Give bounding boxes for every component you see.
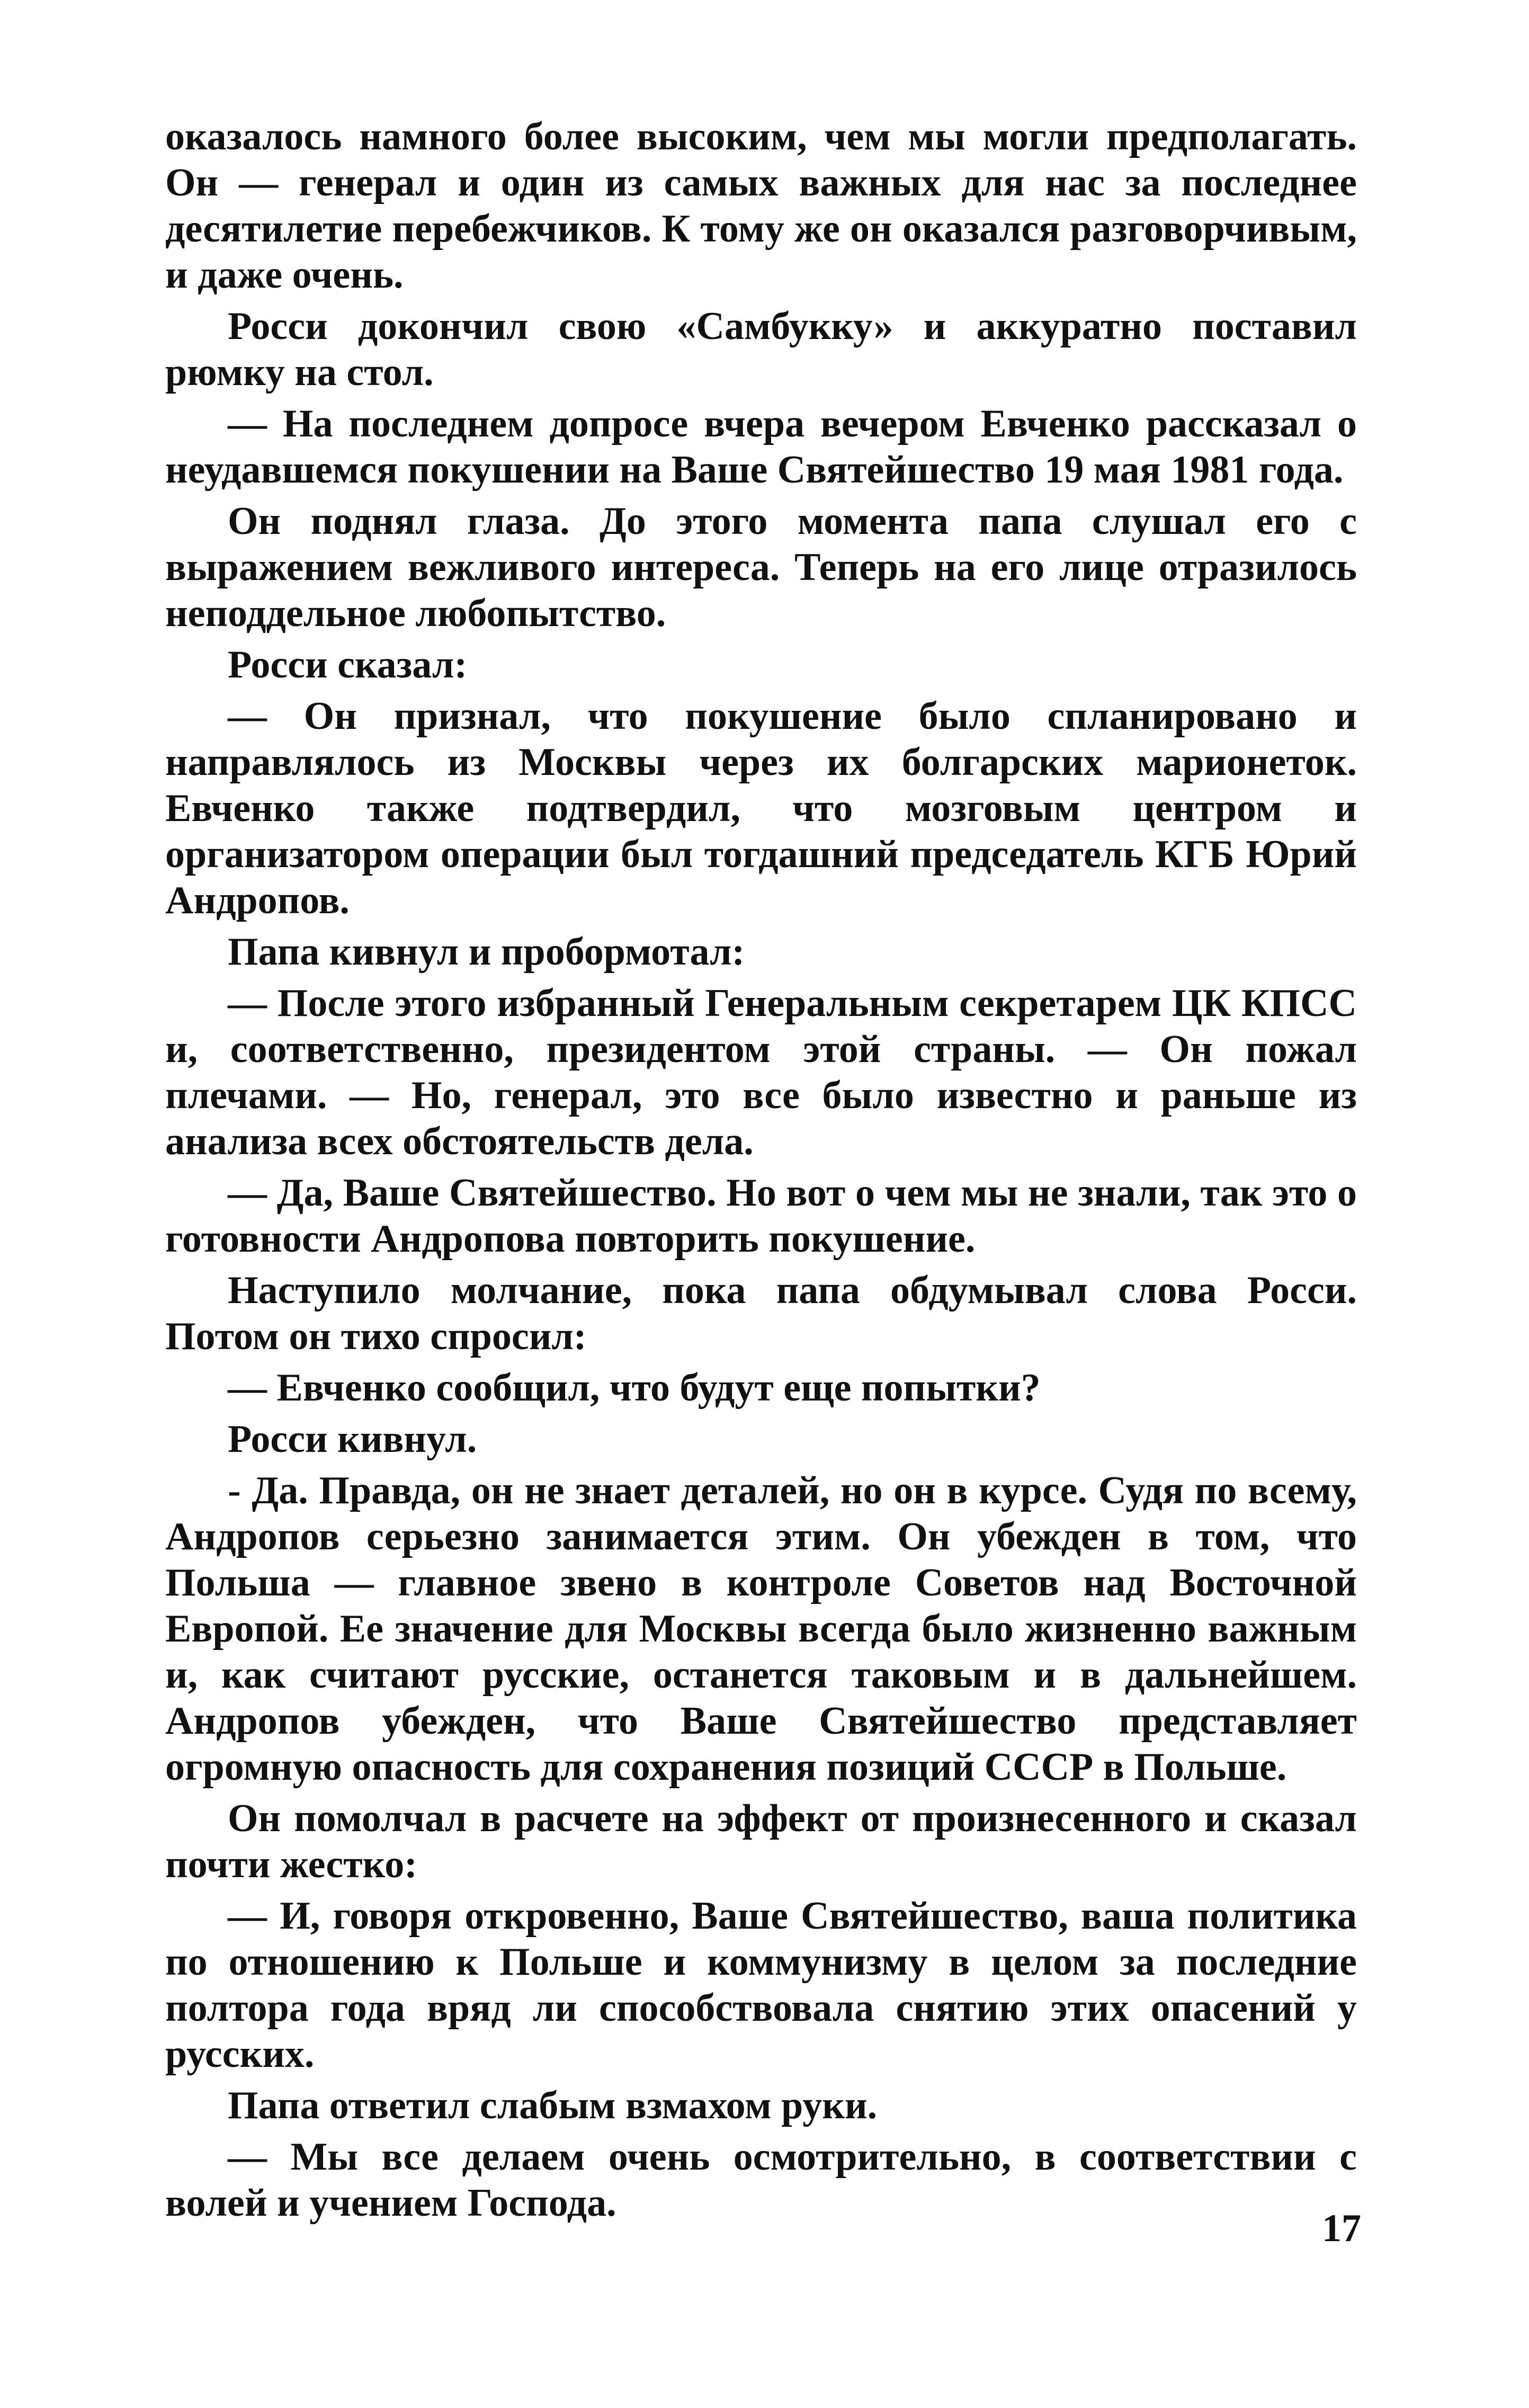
paragraph: — На последнем допросе вчера вечером Евченко рассказал о неудавшемся покушении на Ваше Святейшество 19 мая 1981 года. — [165, 402, 1357, 492]
paragraph: — Мы все делаем очень осмотрительно, в соответствии с волей и учением Господа. — [165, 2135, 1357, 2225]
paragraph: - Да. Правда, он не знает деталей, но он в курсе. Судя по всему, Андропов серьезно занимается этим. Он убежден в том, что Польша — главное звено в контроле Советов над Восточной Европой. Ее значение для Москвы всегда было жизненно важным и, как считают русские, останется таковым и в дальнейшем. Андропов убежден, что Ваше Святейшество представляет огромную опасность для сохранения позиций СССР в Польше. — [165, 1469, 1357, 1789]
paragraph: — После этого избранный Генеральным секретарем ЦК КПСС и, соответственно, президентом этой страны. — Он пожал плечами. — Но, генерал, это все было известно и раньше из анализа всех обстоятельств дела. — [165, 982, 1357, 1163]
page-number: 17 — [1322, 2207, 1361, 2250]
paragraph: оказалось намного более высоким, чем мы могли предполагать. Он — генерал и один из самых важных для нас за последнее десятилетие перебежчиков. К тому же он оказался разговорчивым, и даже очень. — [165, 115, 1357, 297]
paragraph: Росси докончил свою «Самбукку» и аккуратно поставил рюмку на стол. — [165, 305, 1357, 394]
paragraph: — Да, Ваше Святейшество. Но вот о чем мы не знали, так это о готовности Андропова повторить покушение. — [165, 1171, 1357, 1261]
paragraph: Наступило молчание, пока папа обдумывал слова Росси. Потом он тихо спросил: — [165, 1269, 1357, 1358]
paragraph: — Он признал, что покушение было спланировано и направлялось из Москвы через их болгарских марионеток. Евченко также подтвердил, что мозговым центром и организатором операции был тогдашний председатель КГБ Юрий Андропов. — [165, 694, 1357, 922]
paragraph: Росси кивнул. — [228, 1417, 477, 1461]
paragraph: Он поднял глаза. До этого момента папа слушал его с выражением вежливого интереса. Теперь на его лице отразилось неподдельное любопытство. — [165, 500, 1357, 635]
page-text — [165, 114, 1357, 2232]
paragraph: Он помолчал в расчете на эффект от произнесенного и сказал почти жестко: — [165, 1797, 1357, 1886]
paragraph: Папа ответил слабым взмахом руки. — [228, 2084, 878, 2127]
paragraph: Росси сказал: — [228, 643, 468, 686]
paragraph: — Евченко сообщил, что будут еще попытки? — [228, 1366, 1041, 1410]
paragraph: — И, говоря откровенно, Ваше Святейшество, ваша политика по отношению к Польше и коммунизму в целом за последние полтора года вряд ли способствовала снятию этих опасений у русских. — [165, 1894, 1357, 2076]
paragraph: Папа кивнул и пробормотал: — [228, 930, 745, 974]
